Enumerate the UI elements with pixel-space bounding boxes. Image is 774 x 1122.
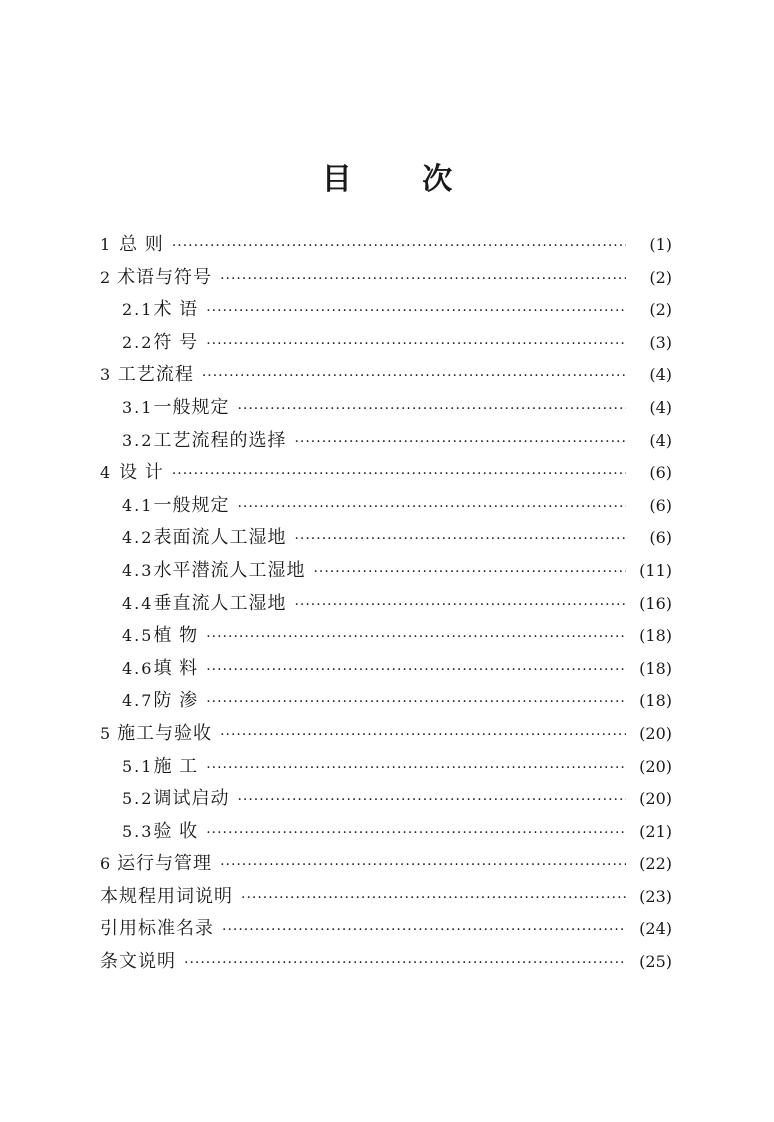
toc-entry-title: 符 号: [153, 331, 199, 353]
toc-dot-leader: [206, 621, 626, 654]
toc-entry-number: 3.2: [122, 430, 154, 450]
toc-entry-title: 条文说明: [100, 951, 176, 973]
toc-entry-page-number: (16): [639, 593, 672, 613]
toc-entry-number: 4.3: [122, 560, 154, 580]
toc-dot-leader: [220, 263, 626, 296]
toc-entry-title: 水平潜流人工湿地: [153, 559, 306, 581]
toc-dot-leader: [222, 914, 626, 947]
toc-dot-leader: [220, 719, 626, 752]
toc-entry-title: 设 计: [119, 462, 164, 484]
toc-entry-title: 植 物: [153, 625, 199, 647]
toc-dot-leader: [206, 752, 626, 785]
toc-entry-page-number: (6): [649, 463, 672, 483]
toc-entry[interactable]: [100, 653, 672, 686]
toc-entry-page-number: (20): [639, 789, 672, 809]
toc-dot-leader: [206, 654, 626, 687]
toc-entry-title: 填 料: [153, 657, 199, 679]
toc-entry-page-number: (2): [649, 300, 672, 320]
toc-entry[interactable]: [100, 327, 672, 360]
toc-dot-leader: [294, 523, 626, 556]
toc-entry-page-number: (4): [649, 430, 672, 450]
toc-entry-title: 一般规定: [153, 396, 230, 418]
toc-entry-page-number: (18): [639, 658, 672, 678]
toc-entry[interactable]: [100, 588, 672, 621]
toc-entry-page-number: (20): [639, 756, 672, 776]
toc-entry-number: 4.1: [122, 495, 154, 515]
toc-entry[interactable]: [100, 913, 672, 946]
toc-entry-number: 5.1: [122, 756, 154, 776]
toc-dot-leader: [206, 328, 626, 361]
toc-entry-page-number: (6): [649, 495, 672, 515]
toc-entry-title: 运行与管理: [117, 853, 213, 875]
toc-entry[interactable]: [100, 718, 672, 751]
toc-entry-title: 施 工: [153, 755, 199, 777]
toc-entry-page-number: (18): [639, 691, 672, 711]
toc-entry-number: 3: [100, 365, 113, 385]
toc-entry-title: 验 收: [153, 820, 199, 842]
toc-entry[interactable]: [100, 751, 672, 784]
toc-entry[interactable]: [100, 490, 672, 523]
toc-entry-page-number: (22): [639, 854, 672, 874]
toc-dot-leader: [237, 393, 626, 426]
toc-entry-number: 4.5: [122, 626, 154, 646]
toc-entry[interactable]: [100, 783, 672, 816]
toc-entry-title: 调试启动: [153, 788, 230, 810]
toc-entry-title: 垂直流人工湿地: [153, 592, 287, 614]
toc-entry-page-number: (21): [639, 821, 672, 841]
toc-dot-leader: [202, 360, 626, 393]
toc-entry-title: 本规程用词说明: [100, 885, 233, 907]
toc-entry-number: 6: [100, 854, 113, 874]
toc-entry-number: 4.2: [122, 528, 154, 548]
toc-dot-leader: [237, 784, 626, 817]
toc-entry[interactable]: [100, 620, 672, 653]
toc-entry-title: 表面流人工湿地: [153, 527, 287, 549]
toc-entry-title: 一般规定: [153, 494, 230, 516]
toc-entry-page-number: (20): [639, 723, 672, 743]
toc-entry-title: 工艺流程的选择: [153, 429, 287, 451]
toc-entry-page-number: (4): [649, 365, 672, 385]
toc-dot-leader: [172, 458, 626, 491]
toc-entry-page-number: (24): [639, 919, 672, 939]
toc-entry[interactable]: [100, 685, 672, 718]
toc-entry-page-number: (3): [649, 332, 672, 352]
toc-entry-title: 施工与验收: [117, 722, 213, 744]
toc-entry-number: 2.2: [122, 332, 154, 352]
toc-entry-number: 2.1: [122, 300, 154, 320]
page-title: 目 次: [321, 162, 483, 197]
toc-entry-title: 工艺流程: [117, 364, 194, 386]
toc-entry-title: 引用标准名录: [100, 918, 214, 940]
toc-dot-leader: [241, 882, 626, 915]
toc-dot-leader: [237, 491, 626, 524]
toc-entry[interactable]: [100, 881, 672, 914]
toc-entry-number: 5.3: [122, 821, 154, 841]
toc-entry-number: 4.6: [122, 658, 154, 678]
toc-entry-title: 术 语: [153, 299, 199, 321]
toc-entry[interactable]: [100, 555, 672, 588]
toc-entry-number: 5: [100, 723, 113, 743]
toc-dot-leader: [172, 230, 626, 263]
toc-entry[interactable]: [100, 425, 672, 458]
toc-dot-leader: [313, 556, 626, 589]
toc-entry-number: 3.1: [122, 397, 154, 417]
toc-entry-page-number: (1): [649, 235, 672, 254]
toc-entry[interactable]: [100, 294, 672, 327]
toc-entry-number: 5.2: [122, 789, 154, 809]
toc-entry-page-number: (2): [649, 267, 672, 287]
toc-entry-number: 1: [100, 235, 113, 254]
toc-entry-title: 术语与符号: [117, 266, 213, 288]
toc-entry[interactable]: [100, 946, 672, 979]
toc-dot-leader: [206, 686, 626, 719]
table-of-contents: [100, 229, 672, 979]
toc-entry[interactable]: [100, 262, 672, 295]
toc-entry[interactable]: [100, 848, 672, 881]
toc-dot-leader: [220, 849, 626, 882]
toc-entry[interactable]: [100, 359, 672, 392]
toc-entry[interactable]: [100, 229, 672, 262]
toc-entry-title: 总 则: [119, 234, 164, 255]
toc-entry[interactable]: [100, 522, 672, 555]
toc-dot-leader: [184, 947, 626, 980]
toc-entry[interactable]: [100, 457, 672, 490]
toc-entry-number: 4: [100, 463, 113, 483]
toc-entry-number: 4.7: [122, 691, 154, 711]
toc-entry-page-number: (23): [639, 886, 672, 906]
toc-dot-leader: [206, 817, 626, 850]
toc-entry-number: 2: [100, 267, 113, 287]
toc-dot-leader: [206, 295, 626, 328]
toc-dot-leader: [294, 426, 626, 459]
toc-entry-title: 防 渗: [153, 690, 199, 712]
toc-entry[interactable]: [100, 392, 672, 425]
toc-entry-page-number: (18): [639, 626, 672, 646]
toc-entry-number: 4.4: [122, 593, 154, 613]
toc-dot-leader: [294, 589, 626, 622]
toc-entry-page-number: (25): [639, 952, 672, 972]
toc-entry-page-number: (4): [649, 397, 672, 417]
toc-entry-page-number: (6): [649, 528, 672, 548]
toc-entry[interactable]: [100, 816, 672, 849]
toc-entry-page-number: (11): [639, 560, 672, 580]
